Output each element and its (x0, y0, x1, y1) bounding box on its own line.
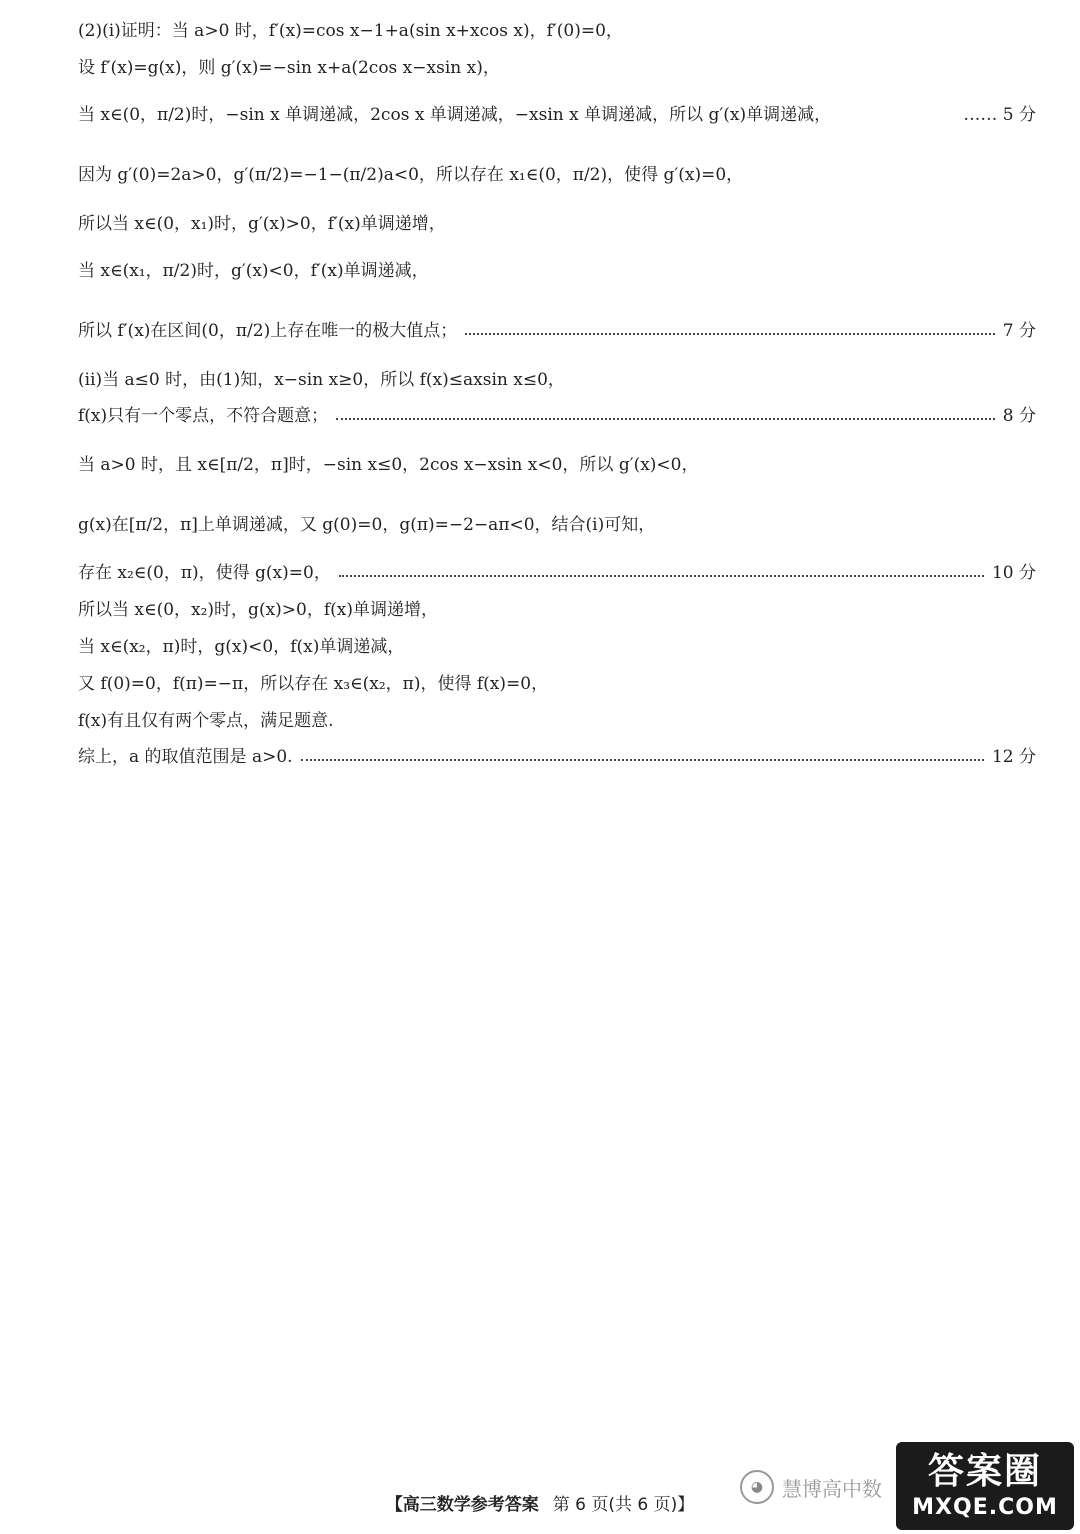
line-text: 所以当 x∈(0，x₁)时，g′(x)>0，f′(x)单调递增， (78, 214, 446, 234)
solution-line (78, 53, 1036, 83)
solution-line (78, 706, 1036, 736)
line-text: 存在 x₂∈(0，π)，使得 g(x)=0， (78, 563, 331, 583)
line-text: (2)(ⅰ)证明：当 a>0 时，f′(x)=cos x−1+a(sin x+xcos x)，f′(0)=0， (78, 21, 623, 41)
watermark-logo (896, 1442, 1074, 1530)
solution-line (78, 256, 1036, 286)
line-text: 所以当 x∈(0，x₂)时，g(x)>0，f(x)单调递增， (78, 600, 438, 620)
solution-line (78, 450, 1036, 480)
line-text: 当 a>0 时，且 x∈[π/2，π]时，−sin x≤0，2cos x−xsin x<0，所以 g′(x)<0， (78, 455, 699, 475)
solution-line (78, 209, 1036, 239)
wechat-icon: ◕ (740, 1470, 774, 1504)
dot-leader (336, 418, 995, 420)
score-label: 12 分 (991, 747, 1036, 767)
solution-line (78, 160, 1036, 190)
line-text: 所以 f′(x)在区间(0，π/2)上存在唯一的极大值点； (78, 321, 458, 341)
solution-line (78, 100, 1036, 130)
dot-leader (465, 333, 995, 335)
line-text: g(x)在[π/2，π]上单调递减，又 g(0)=0，g(π)=−2−aπ<0，结合(ⅰ)可知， (78, 515, 656, 535)
solution-line (78, 316, 1036, 346)
solution-line (78, 632, 1036, 662)
solution-line (78, 401, 1036, 431)
logo-title: 答案圈 (927, 1451, 1042, 1492)
solution-line (78, 742, 1036, 772)
line-text: (ⅱ)当 a≤0 时，由(1)知，x−sin x≥0，所以 f(x)≤axsin x≤0， (78, 370, 565, 390)
watermark (740, 1440, 1080, 1534)
line-text: 设 f′(x)=g(x)，则 g′(x)=−sin x+a(2cos x−xsin x)， (78, 58, 500, 78)
watermark-account: 慧博高中数 (782, 1476, 882, 1501)
solution-line (78, 365, 1036, 395)
dot-leader (301, 759, 984, 761)
solution-line (78, 16, 1036, 46)
solution-line (78, 595, 1036, 625)
line-text: 当 x∈(x₂，π)时，g(x)<0，f(x)单调递减， (78, 637, 405, 657)
score-label: 8 分 (1002, 406, 1036, 426)
line-text: f(x)只有一个零点，不符合题意； (78, 406, 329, 426)
score-label: 10 分 (991, 563, 1036, 583)
line-text: 因为 g′(0)=2a>0，g′(π/2)=−1−(π/2)a<0，所以存在 x₁∈(0，π/2)，使得 g′(x)=0， (78, 165, 744, 185)
line-text: 综上，a 的取值范围是 a>0. (78, 747, 293, 767)
line-text: 当 x∈(x₁，π/2)时，g′(x)<0，f′(x)单调递减， (78, 261, 429, 281)
line-text: 又 f(0)=0，f(π)=−π，所以存在 x₃∈(x₂，π)，使得 f(x)=0， (78, 674, 549, 694)
logo-url: MXQE.COM (912, 1495, 1058, 1520)
score-label: …… 5 分 (963, 105, 1036, 125)
line-text: 当 x∈(0，π/2)时，−sin x 单调递减，2cos x 单调递减，−xsin x 单调递减，所以 g′(x)单调递减， (78, 105, 832, 125)
score-label: 7 分 (1002, 321, 1036, 341)
line-text: f(x)有且仅有两个零点，满足题意. (78, 711, 334, 731)
footer-page-number: 第 6 页(共 6 页)】 (552, 1495, 695, 1515)
solution-line (78, 510, 1036, 540)
solution-line (78, 558, 1036, 588)
dot-leader (339, 575, 984, 577)
footer-title: 【高三数学参考答案 (385, 1495, 539, 1515)
solution-line (78, 669, 1036, 699)
